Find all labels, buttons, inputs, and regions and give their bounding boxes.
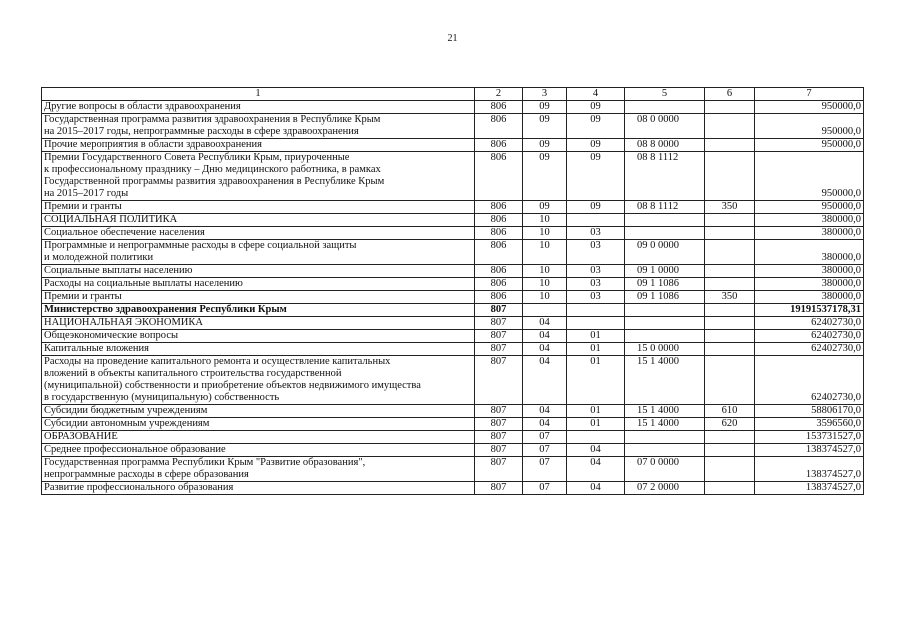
row-col-3: 10 [523,227,567,240]
row-col-6: 350 [705,291,755,304]
row-col-2: 807 [475,317,523,330]
row-amount: 950000,0 [755,114,864,139]
page-number: 21 [447,33,458,44]
row-col-5: 09 0 0000 [625,240,705,265]
row-col-3: 10 [523,265,567,278]
table-row [42,343,864,356]
table-row [42,291,864,304]
row-name: Расходы на социальные выплаты населению [42,278,475,291]
row-col-5: 15 1 4000 [625,356,705,405]
row-name: Другие вопросы в области здравоохранения [42,101,475,114]
row-col-2: 807 [475,431,523,444]
row-col-2: 806 [475,227,523,240]
row-col-3: 07 [523,482,567,495]
row-col-4: 09 [567,201,625,214]
row-col-4: 03 [567,227,625,240]
row-col-4 [567,304,625,317]
row-col-3: 10 [523,291,567,304]
row-col-6 [705,330,755,343]
row-col-5: 08 0 0000 [625,114,705,139]
row-col-6 [705,152,755,201]
row-col-5: 08 8 1112 [625,152,705,201]
row-name: НАЦИОНАЛЬНАЯ ЭКОНОМИКА [42,317,475,330]
table-row [42,317,864,330]
row-amount: 62402730,0 [755,317,864,330]
row-col-4: 09 [567,139,625,152]
row-col-5: 08 8 0000 [625,139,705,152]
row-col-5 [625,101,705,114]
row-col-5: 09 1 1086 [625,291,705,304]
row-col-3: 09 [523,139,567,152]
row-name: СОЦИАЛЬНАЯ ПОЛИТИКА [42,214,475,227]
row-name: Премии Государственного Совета Республики Крым, приуроченные к профессиональному празднику – Дню медицинского работника, в рамках Государственной программы развития здравоохранения в Республике Крым на 2015–2017 годы [42,152,475,201]
row-col-3: 04 [523,343,567,356]
row-col-2: 807 [475,405,523,418]
column-header-1: 1 [42,88,475,101]
row-amount: 950000,0 [755,101,864,114]
column-header-7: 7 [755,88,864,101]
row-col-2: 807 [475,356,523,405]
column-header-3: 3 [523,88,567,101]
row-col-4: 01 [567,330,625,343]
row-col-3: 09 [523,201,567,214]
row-col-3: 04 [523,405,567,418]
table-row [42,278,864,291]
table-row [42,114,864,139]
table-row [42,214,864,227]
column-header-2: 2 [475,88,523,101]
row-col-6 [705,114,755,139]
row-col-2: 806 [475,114,523,139]
row-col-3: 07 [523,431,567,444]
table-row [42,304,864,317]
row-amount: 138374527,0 [755,444,864,457]
row-name: Субсидии автономным учреждениям [42,418,475,431]
row-col-6 [705,227,755,240]
row-col-5 [625,227,705,240]
row-col-2: 806 [475,152,523,201]
table-row [42,444,864,457]
row-col-6 [705,240,755,265]
table-row [42,265,864,278]
row-name: Среднее профессиональное образование [42,444,475,457]
row-col-6 [705,304,755,317]
row-col-3: 10 [523,278,567,291]
row-col-5 [625,214,705,227]
row-amount: 19191537178,31 [755,304,864,317]
row-amount: 62402730,0 [755,343,864,356]
row-col-2: 806 [475,139,523,152]
row-col-2: 807 [475,418,523,431]
row-name: Расходы на проведение капитального ремонта и осуществление капитальных вложений в объекты капитального строительства государственной (муниципальной) собственности и приобретение объектов недвижимого имущества в государственную (муниципальную) собственность [42,356,475,405]
row-name: Государственная программа Республики Крым "Развитие образования", непрограммные расходы в сфере образования [42,457,475,482]
row-col-6 [705,431,755,444]
row-col-4: 01 [567,343,625,356]
column-header-5: 5 [625,88,705,101]
row-col-5: 09 1 1086 [625,278,705,291]
row-col-2: 806 [475,201,523,214]
row-amount: 950000,0 [755,201,864,214]
row-col-3: 09 [523,114,567,139]
row-col-6 [705,139,755,152]
row-col-6 [705,482,755,495]
row-col-3: 04 [523,418,567,431]
row-amount: 380000,0 [755,291,864,304]
row-col-6 [705,444,755,457]
row-col-5 [625,431,705,444]
row-col-4: 03 [567,278,625,291]
row-name: Прочие мероприятия в области здравоохранения [42,139,475,152]
row-col-4: 09 [567,152,625,201]
row-amount: 58806170,0 [755,405,864,418]
row-amount: 380000,0 [755,265,864,278]
table-row [42,152,864,201]
row-col-3: 04 [523,330,567,343]
table-row [42,356,864,405]
row-col-5: 15 0 0000 [625,343,705,356]
row-amount: 380000,0 [755,278,864,291]
row-name: Министерство здравоохранения Республики Крым [42,304,475,317]
row-col-4 [567,214,625,227]
row-amount: 62402730,0 [755,356,864,405]
row-col-3: 09 [523,152,567,201]
row-col-5: 09 1 0000 [625,265,705,278]
row-name: Государственная программа развития здравоохранения в Республике Крым на 2015–2017 годы, непрограммные расходы в сфере здравоохранения [42,114,475,139]
row-col-2: 806 [475,278,523,291]
row-name: Премии и гранты [42,201,475,214]
row-name: Развитие профессионального образования [42,482,475,495]
row-col-4: 01 [567,418,625,431]
row-amount: 950000,0 [755,139,864,152]
row-col-6: 610 [705,405,755,418]
row-col-2: 807 [475,343,523,356]
table-row [42,418,864,431]
table-row [42,101,864,114]
row-col-5 [625,304,705,317]
header-row [42,88,864,101]
table-row [42,227,864,240]
row-col-2: 806 [475,101,523,114]
row-name: ОБРАЗОВАНИЕ [42,431,475,444]
row-col-3 [523,304,567,317]
row-col-5: 07 0 0000 [625,457,705,482]
row-amount: 950000,0 [755,152,864,201]
row-col-6: 350 [705,201,755,214]
row-col-6 [705,356,755,405]
row-col-3: 09 [523,101,567,114]
row-col-4: 01 [567,405,625,418]
row-col-6: 620 [705,418,755,431]
row-name: Премии и гранты [42,291,475,304]
row-amount: 3596560,0 [755,418,864,431]
row-col-4 [567,317,625,330]
table-row [42,139,864,152]
row-col-5 [625,330,705,343]
row-col-6 [705,317,755,330]
row-name: Программные и непрограммные расходы в сфере социальной защиты и молодежной политики [42,240,475,265]
row-col-6 [705,457,755,482]
row-col-2: 806 [475,265,523,278]
row-col-2: 807 [475,304,523,317]
row-col-6 [705,214,755,227]
row-col-6 [705,278,755,291]
row-col-4: 03 [567,240,625,265]
row-amount: 62402730,0 [755,330,864,343]
row-col-4: 04 [567,444,625,457]
budget-table [41,87,864,495]
row-col-5: 08 8 1112 [625,201,705,214]
row-name: Общеэкономические вопросы [42,330,475,343]
row-col-3: 10 [523,240,567,265]
table-row [42,482,864,495]
column-header-4: 4 [567,88,625,101]
row-col-5 [625,444,705,457]
row-col-3: 10 [523,214,567,227]
row-col-4: 03 [567,265,625,278]
row-name: Социальное обеспечение населения [42,227,475,240]
row-name: Социальные выплаты населению [42,265,475,278]
table-row [42,201,864,214]
row-col-6 [705,265,755,278]
row-col-4: 09 [567,101,625,114]
row-col-2: 807 [475,482,523,495]
table-row [42,240,864,265]
row-amount: 380000,0 [755,240,864,265]
table-row [42,457,864,482]
row-amount: 380000,0 [755,227,864,240]
row-col-6 [705,101,755,114]
table-row [42,330,864,343]
row-col-4: 09 [567,114,625,139]
row-col-4: 04 [567,482,625,495]
row-col-4: 01 [567,356,625,405]
row-col-2: 806 [475,214,523,227]
column-header-6: 6 [705,88,755,101]
row-col-5: 15 1 4000 [625,418,705,431]
row-amount: 153731527,0 [755,431,864,444]
row-col-5: 15 1 4000 [625,405,705,418]
row-col-3: 07 [523,444,567,457]
row-col-2: 807 [475,444,523,457]
row-col-2: 807 [475,457,523,482]
row-col-3: 04 [523,317,567,330]
row-col-2: 806 [475,240,523,265]
row-col-5 [625,317,705,330]
row-col-5: 07 2 0000 [625,482,705,495]
row-col-4: 04 [567,457,625,482]
table-row [42,431,864,444]
table-row [42,405,864,418]
row-col-4 [567,431,625,444]
row-col-2: 807 [475,330,523,343]
row-amount: 138374527,0 [755,482,864,495]
row-col-3: 04 [523,356,567,405]
row-col-4: 03 [567,291,625,304]
row-amount: 380000,0 [755,214,864,227]
row-col-2: 806 [475,291,523,304]
row-name: Капитальные вложения [42,343,475,356]
row-name: Субсидии бюджетным учреждениям [42,405,475,418]
row-amount: 138374527,0 [755,457,864,482]
row-col-6 [705,343,755,356]
row-col-3: 07 [523,457,567,482]
